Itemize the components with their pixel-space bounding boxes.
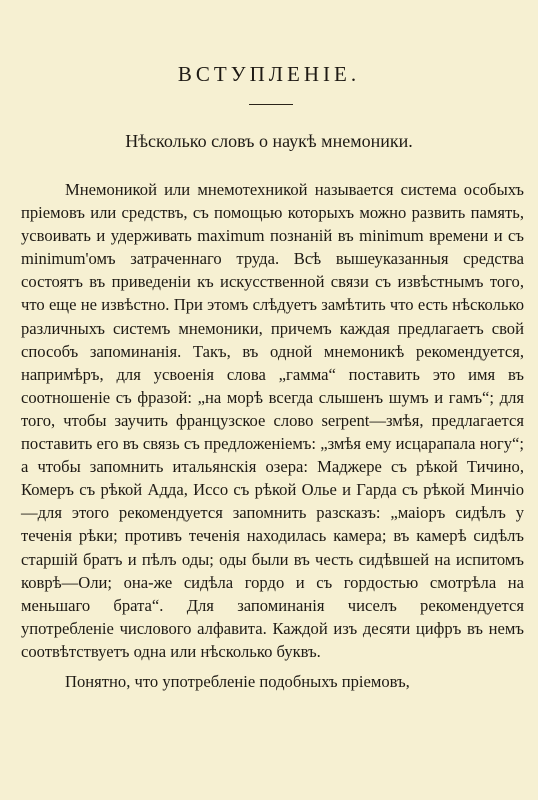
chapter-heading: ВСТУПЛЕНІЕ. [177, 62, 361, 86]
body-text [21, 178, 524, 693]
section-subheading: Нѣсколько словъ о наукѣ мнемоники. [125, 131, 413, 151]
heading-divider [249, 104, 293, 105]
paragraph: Мнемоникой или мнемотехникой называется система особыхъ пріемовъ или средствъ, съ помощью которыхъ можно развить память, усвоивать и удерживать maximum познаній въ minimum времени и съ minimum'омъ затраченнаго труда. Всѣ вышеуказанныя средства состоятъ въ приведеніи къ искусственной связи съ извѣстнымъ того, что еще не извѣстно. При этомъ слѣдуетъ замѣтить что есть нѣсколько различныхъ системъ мнемоники, причемъ каждая предлагаетъ свой способъ запоминанія. Такъ, въ одной мнемоникѣ рекомендуется, напримѣръ, для усвоенія слова „гамма“ поставить это имя въ соотношеніе съ фразой: „на морѣ всегда слышенъ шумъ и гамъ“; для того, чтобы заучить французское слово serpent—змѣя, предлагается поставить его въ связь съ предложеніемъ: „змѣя ему исцарапала ногу“; а чтобы запомнить итальянскія озера: Маджере съ рѣкой Тичино, Комеръ съ рѣкой Адда, Иссо съ рѣкой Олье и Гарда съ рѣкой Минчіо—для этого рекомендуется запомнить разсказъ: „маіоръ сидѣлъ у теченія рѣки; противъ теченія находилась камера; въ камерѣ сидѣлъ старшій братъ и пѣлъ оды; оды были въ честь сидѣвшей на испитомъ коврѣ—Оли; она-же сидѣла гордо и съ гордостью смотрѣла на меньшаго брата“. Для запоминанія чиселъ рекомендуется употребленіе числового алфавита. Каждой изъ десяти цифръ въ немъ соотвѣтствуетъ одна или нѣсколько буквъ. [21, 180, 524, 661]
paragraph: Понятно, что употребленіе подобныхъ пріемовъ, [65, 671, 410, 691]
